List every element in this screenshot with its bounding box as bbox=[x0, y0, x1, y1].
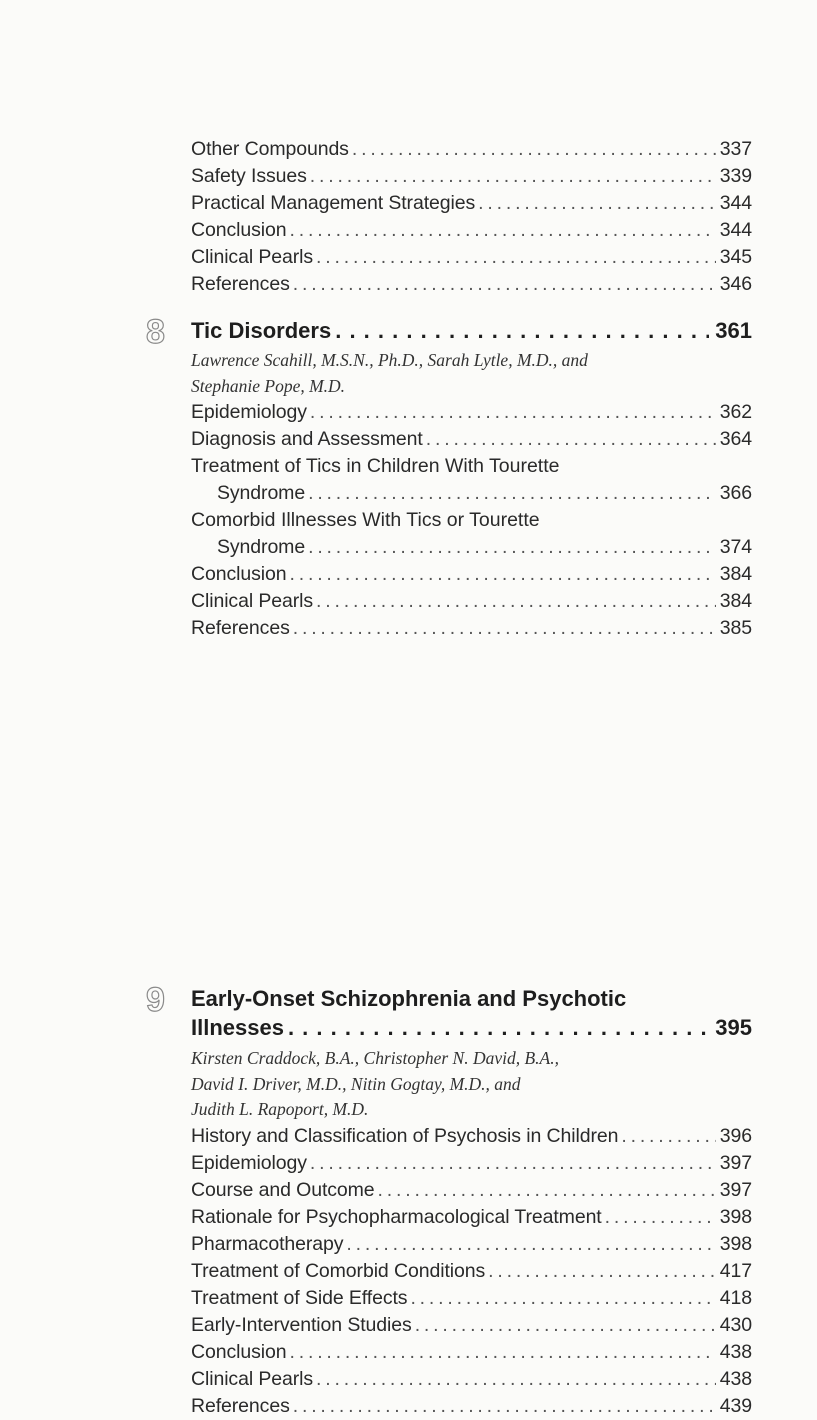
chapter-number: 9 bbox=[146, 981, 165, 1019]
entry-title-line1[interactable]: Comorbid Illnesses With Tics or Tourette bbox=[191, 509, 540, 531]
dot-leader bbox=[410, 1285, 715, 1312]
entry-title: Practical Management Strategies bbox=[191, 192, 476, 214]
dot-leader bbox=[310, 399, 716, 426]
toc-entry[interactable] bbox=[191, 615, 752, 642]
dot-leader bbox=[293, 1393, 716, 1420]
dot-leader bbox=[293, 615, 716, 642]
entry-page: 337 bbox=[719, 138, 752, 160]
toc-entry[interactable] bbox=[191, 588, 752, 615]
entry-page: 438 bbox=[719, 1367, 752, 1390]
chapter-title-text: Illnesses bbox=[191, 1015, 284, 1040]
dot-leader bbox=[605, 1204, 716, 1231]
toc-entry[interactable] bbox=[191, 1312, 752, 1339]
dot-leader bbox=[621, 1123, 715, 1150]
toc-entry[interactable] bbox=[191, 1123, 752, 1150]
chapter-page: 361 bbox=[715, 318, 752, 343]
entry-page: 430 bbox=[719, 1313, 752, 1336]
dot-leader bbox=[488, 1258, 716, 1285]
toc-entry[interactable] bbox=[191, 1204, 752, 1231]
chapter-title[interactable] bbox=[191, 317, 752, 345]
entry-title: Epidemiology bbox=[191, 401, 307, 423]
dot-leader bbox=[426, 426, 716, 453]
dot-leader bbox=[293, 271, 716, 298]
dot-leader bbox=[478, 190, 716, 217]
entry-page: 398 bbox=[719, 1232, 752, 1255]
entry-page: 344 bbox=[719, 192, 752, 214]
dot-leader bbox=[310, 163, 716, 190]
toc-entry[interactable] bbox=[191, 399, 752, 426]
toc-entry[interactable] bbox=[191, 244, 752, 271]
toc-entry[interactable] bbox=[191, 426, 752, 453]
entry-page: 339 bbox=[719, 165, 752, 187]
entry-title: Clinical Pearls bbox=[191, 590, 314, 612]
chapter-authors bbox=[191, 1046, 752, 1123]
toc-entry[interactable] bbox=[191, 1177, 752, 1204]
dot-leader bbox=[289, 217, 715, 244]
chapter-title-text: Tic Disorders bbox=[191, 318, 332, 343]
dot-leader bbox=[316, 588, 716, 615]
entry-page: 344 bbox=[719, 219, 752, 241]
entry-title: Conclusion bbox=[191, 219, 287, 241]
entry-title: Rationale for Psychopharmacological Treatment bbox=[191, 1205, 602, 1228]
entry-title: References bbox=[191, 617, 290, 639]
entry-page: 364 bbox=[719, 428, 752, 450]
dot-leader bbox=[415, 1312, 716, 1339]
entry-page: 397 bbox=[719, 1151, 752, 1174]
dot-leader bbox=[346, 1231, 715, 1258]
dot-leader bbox=[335, 317, 709, 345]
dot-leader bbox=[308, 534, 716, 561]
dot-leader bbox=[308, 480, 716, 507]
entry-title-continuation: Syndrome bbox=[217, 482, 306, 504]
entry-page: 345 bbox=[719, 246, 752, 268]
chapter-authors bbox=[191, 348, 752, 399]
entry-title: Diagnosis and Assessment bbox=[191, 428, 423, 450]
entry-title: Treatment of Comorbid Conditions bbox=[191, 1259, 486, 1282]
toc-entry[interactable] bbox=[191, 217, 752, 244]
dot-leader bbox=[316, 1366, 716, 1393]
toc-entry[interactable] bbox=[191, 480, 752, 507]
dot-leader bbox=[288, 1014, 709, 1042]
toc-entry[interactable] bbox=[191, 1393, 752, 1420]
entry-page: 417 bbox=[719, 1259, 752, 1282]
entry-title: Treatment of Side Effects bbox=[191, 1286, 408, 1309]
continued-entries bbox=[191, 136, 752, 298]
chapter-title-line1[interactable]: Early-Onset Schizophrenia and Psychotic bbox=[191, 986, 627, 1011]
toc-entry[interactable] bbox=[191, 1150, 752, 1177]
entry-title: Safety Issues bbox=[191, 165, 307, 187]
dot-leader bbox=[310, 1150, 716, 1177]
entry-page: 398 bbox=[719, 1205, 752, 1228]
entry-page: 397 bbox=[719, 1178, 752, 1201]
toc-entry[interactable] bbox=[191, 1231, 752, 1258]
entry-title: History and Classification of Psychosis in Children bbox=[191, 1124, 619, 1147]
entry-page: 384 bbox=[719, 590, 752, 612]
toc-entry[interactable] bbox=[191, 190, 752, 217]
entry-title: Early-Intervention Studies bbox=[191, 1313, 412, 1336]
entry-title-continuation: Syndrome bbox=[217, 536, 306, 558]
dot-leader bbox=[289, 561, 715, 588]
dot-leader bbox=[316, 244, 716, 271]
authors-line: Stephanie Pope, M.D. bbox=[191, 375, 346, 396]
toc-entry[interactable] bbox=[191, 136, 752, 163]
entry-page: 362 bbox=[719, 401, 752, 423]
toc-entry[interactable] bbox=[191, 561, 752, 588]
toc-entry[interactable] bbox=[191, 1366, 752, 1393]
toc-entry[interactable] bbox=[191, 534, 752, 561]
entry-page: 384 bbox=[719, 563, 752, 585]
chapter-8 bbox=[146, 313, 752, 642]
authors-line: Kirsten Craddock, B.A., Christopher N. David, B.A., bbox=[191, 1048, 559, 1068]
entry-title: Conclusion bbox=[191, 1340, 287, 1363]
entry-page: 366 bbox=[719, 482, 752, 504]
entry-title: Other Compounds bbox=[191, 138, 349, 160]
entry-page: 374 bbox=[719, 536, 752, 558]
dot-leader bbox=[378, 1177, 716, 1204]
entry-title: Pharmacotherapy bbox=[191, 1232, 344, 1255]
toc-entry[interactable] bbox=[191, 1285, 752, 1312]
chapter-title[interactable] bbox=[191, 1014, 752, 1042]
entry-title: References bbox=[191, 273, 290, 295]
entry-title: Conclusion bbox=[191, 563, 287, 585]
entry-title: Clinical Pearls bbox=[191, 1367, 314, 1390]
toc-entry[interactable] bbox=[191, 271, 752, 298]
chapter-number: 8 bbox=[146, 313, 165, 351]
entry-page: 396 bbox=[719, 1124, 752, 1147]
entry-page: 418 bbox=[719, 1286, 752, 1309]
toc-entry[interactable] bbox=[191, 1339, 752, 1366]
dot-leader bbox=[352, 136, 716, 163]
entry-page: 346 bbox=[719, 273, 752, 295]
chapter-page: 395 bbox=[715, 1015, 752, 1040]
entry-title: References bbox=[191, 1394, 290, 1417]
entry-title: Clinical Pearls bbox=[191, 246, 314, 268]
toc-entry[interactable] bbox=[191, 163, 752, 190]
entry-title: Epidemiology bbox=[191, 1151, 307, 1174]
dot-leader bbox=[289, 1339, 715, 1366]
entry-title-line1[interactable]: Treatment of Tics in Children With Tourette bbox=[191, 455, 560, 477]
entry-page: 385 bbox=[719, 617, 752, 639]
authors-line: David I. Driver, M.D., Nitin Gogtay, M.D., and bbox=[191, 1073, 521, 1094]
authors-line: Lawrence Scahill, M.S.N., Ph.D., Sarah Lytle, M.D., and bbox=[191, 350, 588, 370]
chapter-9 bbox=[146, 981, 752, 1420]
toc-entry[interactable] bbox=[191, 1258, 752, 1285]
entry-page: 438 bbox=[719, 1340, 752, 1363]
entry-title: Course and Outcome bbox=[191, 1178, 375, 1201]
entry-page: 439 bbox=[719, 1394, 752, 1417]
authors-line: Judith L. Rapoport, M.D. bbox=[191, 1099, 369, 1119]
